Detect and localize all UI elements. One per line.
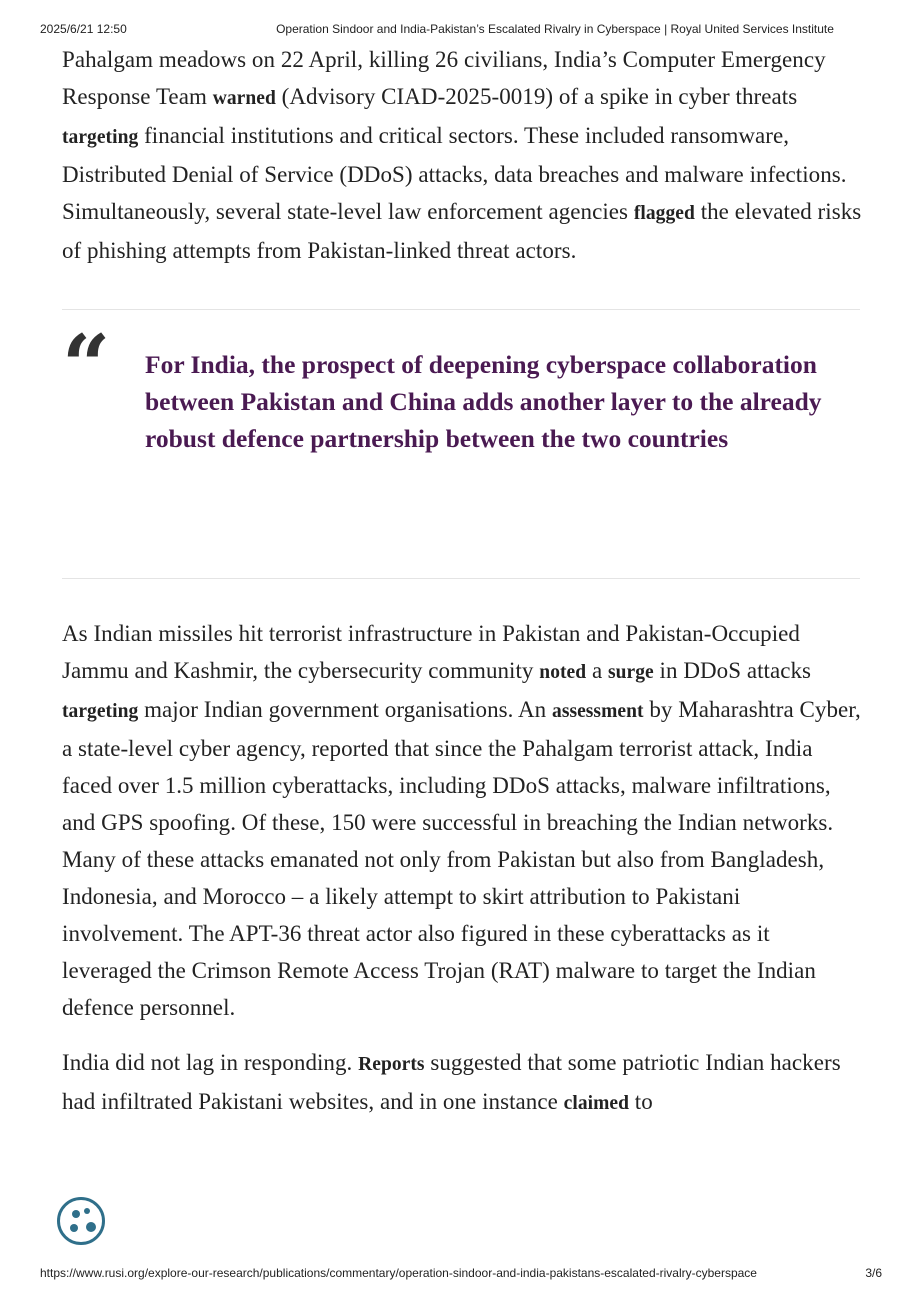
cookie-icon-dot bbox=[70, 1224, 78, 1232]
print-date: 2025/6/21 12:50 bbox=[40, 22, 127, 36]
print-header bbox=[40, 22, 880, 38]
pull-quote bbox=[62, 310, 862, 578]
link-targeting[interactable]: targeting bbox=[62, 127, 139, 148]
link-warned[interactable]: warned bbox=[212, 88, 276, 109]
cookie-icon-dot bbox=[84, 1208, 90, 1214]
link-assessment[interactable]: assessment bbox=[552, 701, 644, 722]
article-body bbox=[62, 41, 862, 1122]
print-url: https://www.rusi.org/explore-our-research/publications/commentary/operation-sindoor-and-india-pakistans-escalated-rivalry-cyberspace bbox=[40, 1266, 757, 1280]
quote-divider-bottom bbox=[62, 578, 860, 579]
paragraph-text: financial institutions and critical sectors. These included ransomware, Distributed Denial of Service (DDoS) attacks, data breaches and malware infections. Simultaneously, several state-level law enforcement agencies bbox=[62, 123, 847, 224]
page-number: 3/6 bbox=[865, 1266, 882, 1280]
link-reports[interactable]: Reports bbox=[358, 1054, 425, 1075]
link-noted[interactable]: noted bbox=[539, 662, 587, 683]
print-page-title: Operation Sindoor and India-Pakistan’s Escalated Rivalry in Cyberspace | Royal United Services Institute bbox=[276, 22, 834, 36]
cookie-icon bbox=[72, 1210, 80, 1218]
pull-quote-text: For India, the prospect of deepening cyberspace collaboration between Pakistan and China adds another layer to the already robust defence partnership between the two countries bbox=[145, 350, 822, 453]
cookie-icon-dot bbox=[86, 1222, 96, 1232]
paragraph-text: As Indian missiles hit terrorist infrastructure in Pakistan and Pakistan-Occupied Jammu and Kashmir, the cybersecurity community bbox=[62, 621, 800, 683]
article-paragraph-missiles bbox=[62, 615, 862, 1026]
paragraph-text: India did not lag in responding. bbox=[62, 1050, 359, 1075]
link-flagged[interactable]: flagged bbox=[633, 203, 695, 224]
paragraph-text: suggested that some patriotic Indian hackers had infiltrated Pakistani websites, and in one instance bbox=[62, 1050, 841, 1114]
paragraph-text: the elevated risks of phishing attempts from Pakistan-linked threat actors. bbox=[62, 199, 862, 263]
paragraph-text: major Indian government organisations. An bbox=[138, 697, 553, 722]
paragraph-text: Pahalgam meadows on 22 April, killing 26 civilians, India’s Computer Emergency Response Team bbox=[62, 47, 826, 109]
paragraph-text: in DDoS attacks bbox=[653, 658, 812, 683]
print-footer bbox=[40, 1266, 882, 1282]
quote-mark-icon: “ bbox=[62, 316, 111, 415]
article-paragraph-response bbox=[62, 1044, 862, 1122]
paragraph-text: (Advisory CIAD-2025-0019) of a spike in cyber threats bbox=[275, 84, 798, 109]
link-targeting-ddos[interactable]: targeting bbox=[62, 701, 139, 722]
paragraph-text: to bbox=[629, 1089, 653, 1114]
cookie-settings-button[interactable] bbox=[57, 1197, 105, 1245]
article-paragraph-cert bbox=[62, 41, 862, 269]
link-claimed[interactable]: claimed bbox=[563, 1093, 629, 1114]
paragraph-text: a bbox=[586, 658, 608, 683]
link-surge[interactable]: surge bbox=[608, 662, 654, 683]
paragraph-text: by Maharashtra Cyber, a state-level cyber agency, reported that since the Pahalgam terrorist attack, India faced over 1.5 million cyberattacks, including DDoS attacks, malware infiltrations, and GPS spoofing. Of these, 150 were successful in breaching the Indian networks. Many of these attacks emanated not only from Pakistan but also from Bangladesh, Indonesia, and Morocco – a likely attempt to skirt attribution to Pakistani involvement. The APT-36 threat actor also figured in these cyberattacks as it leveraged the Crimson Remote Access Trojan (RAT) malware to target the Indian defence personnel. bbox=[62, 697, 861, 1020]
